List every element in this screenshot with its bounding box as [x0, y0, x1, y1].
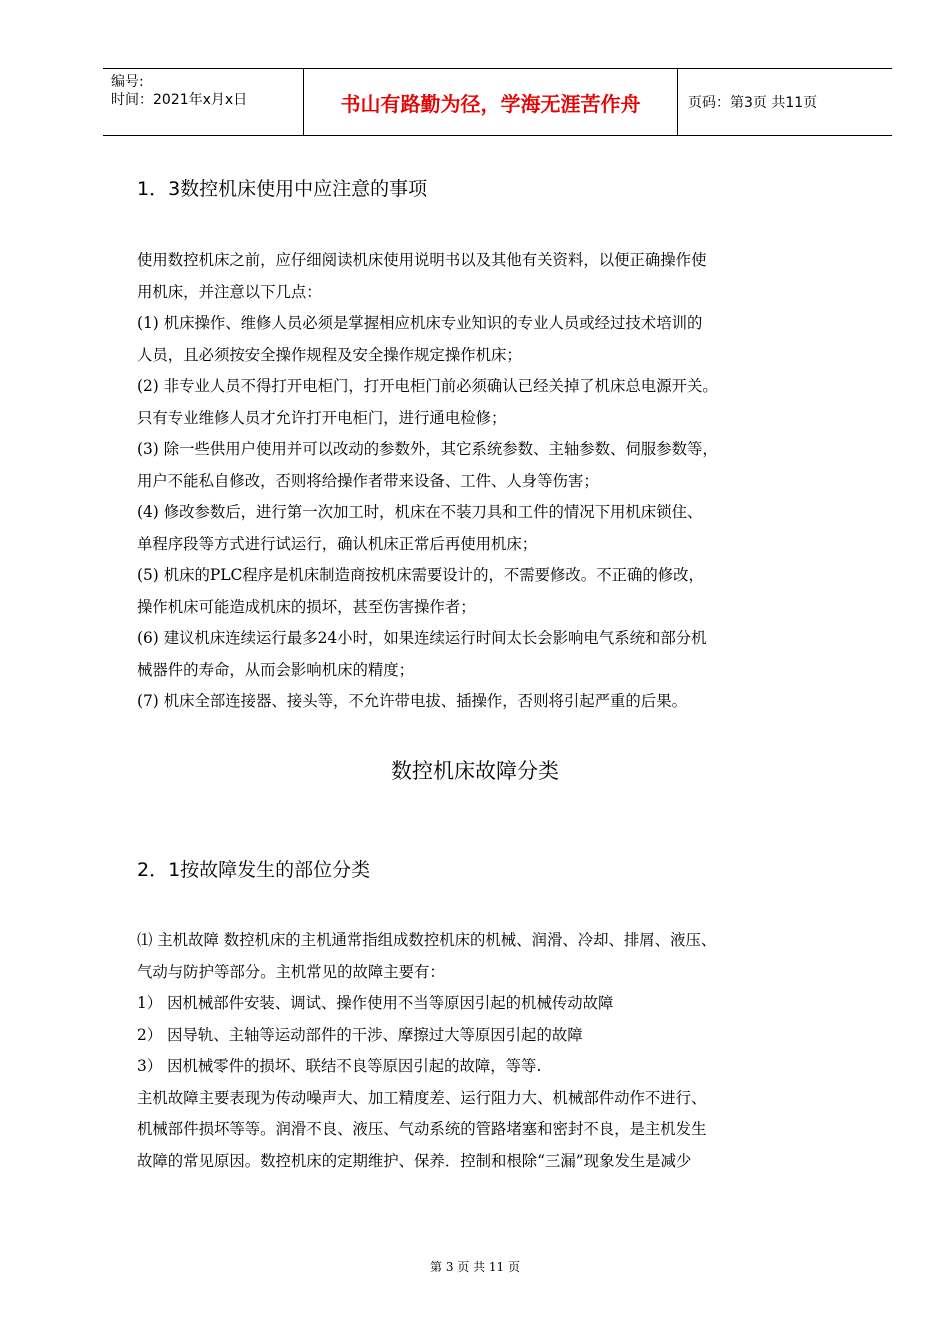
paragraph-line: 单程序段等方式进行试运行，确认机床正常后再使用机床；: [137, 534, 538, 553]
paragraph-line: 1） 因机械部件安装、调试、操作使用不当等原因引起的机械传动故障: [137, 994, 614, 1012]
paragraph-line: (3) 除一些供用户使用并可以改动的参数外，其它系统参数、主轴参数、伺服参数等，: [137, 440, 718, 458]
paragraph-line: 主机故障主要表现为传动噪声大、加工精度差、运行阻力大、机械部件动作不进行、: [137, 1088, 707, 1107]
paragraph-line: (6) 建议机床连续运行最多24小时，如果连续运行时间太长会影响电气系统和部分机: [137, 629, 707, 647]
motto-text: 书山有路勤为径，学海无涯苦作舟: [340, 91, 641, 116]
header-motto: [304, 69, 678, 135]
paragraph-line: 械器件的寿命，从而会影响机床的精度；: [137, 660, 415, 679]
paragraph-line: 人员，且必须按安全操作规程及安全操作规定操作机床；: [137, 345, 522, 364]
time-label: 时间：2021年x月x日: [111, 92, 248, 108]
paragraph-line: 使用数控机床之前，应仔细阅读机床使用说明书以及其他有关资料，以便正确操作使: [137, 251, 707, 269]
page-code-text: 页码：第3页 共11页: [688, 95, 818, 111]
paragraph-line: (4) 修改参数后，进行第一次加工时，机床在不装刀具和工件的情况下用机床锁住、: [137, 503, 703, 521]
paragraph-line: 气动与防护等部分。主机常见的故障主要有：: [137, 962, 445, 981]
paragraph-line: (5) 机床的PLC程序是机床制造商按机床需要设计的，不需要修改。不正确的修改，: [137, 566, 704, 584]
paragraph-line: (7) 机床全部连接器、接头等，不允许带电拔、插操作，否则将引起严重的后果。: [137, 692, 687, 710]
section2-body: [137, 925, 872, 1177]
paragraph-line: 操作机床可能造成机床的损坏，甚至伤害操作者；: [137, 597, 476, 616]
paragraph-line: 用户不能私自修改，否则将给操作者带来设备、工件、人身等伤害；: [137, 471, 599, 490]
paragraph-line: 用机床，并注意以下几点：: [137, 282, 322, 301]
paragraph-line: ⑴ 主机故障 数控机床的主机通常指组成数控机床的机械、润滑、冷却、排屑、液压、: [137, 931, 717, 949]
paragraph-line: 2） 因导轨、主轴等运动部件的干涉、摩擦过大等原因引起的故障: [137, 1025, 583, 1044]
paragraph-line: (2) 非专业人员不得打开电柜门，打开电柜门前必须确认已经关掉了机床总电源开关。: [137, 377, 718, 395]
paragraph-line: 只有专业维修人员才允许打开电柜门，进行通电检修；: [137, 408, 507, 427]
paragraph-line: 故障的常见原因。数控机床的定期维护、保养．控制和根除“三漏”现象发生是减少: [137, 1151, 692, 1170]
section-heading-2-1: 2．1按故障发生的部位分类: [137, 859, 371, 881]
page-footer: 第 3 页 共 11 页: [430, 1260, 520, 1274]
paragraph-line: 3） 因机械零件的损坏、联结不良等原因引起的故障，等等.: [137, 1057, 542, 1075]
paragraph-line: (1) 机床操作、维修人员必须是掌握相应机床专业知识的专业人员或经过技术培训的: [137, 314, 703, 332]
chapter-title: 数控机床故障分类: [391, 759, 559, 783]
section1-body: [137, 245, 872, 718]
section-heading-1-3: 1．3数控机床使用中应注意的事项: [137, 178, 428, 200]
page-header: [103, 68, 892, 136]
paragraph-line: 机械部件损坏等等。润滑不良、液压、气动系统的管路堵塞和密封不良，是主机发生: [137, 1120, 707, 1138]
header-meta: [103, 69, 304, 135]
number-label: 编号:: [111, 74, 144, 90]
header-page-code: [678, 69, 892, 135]
